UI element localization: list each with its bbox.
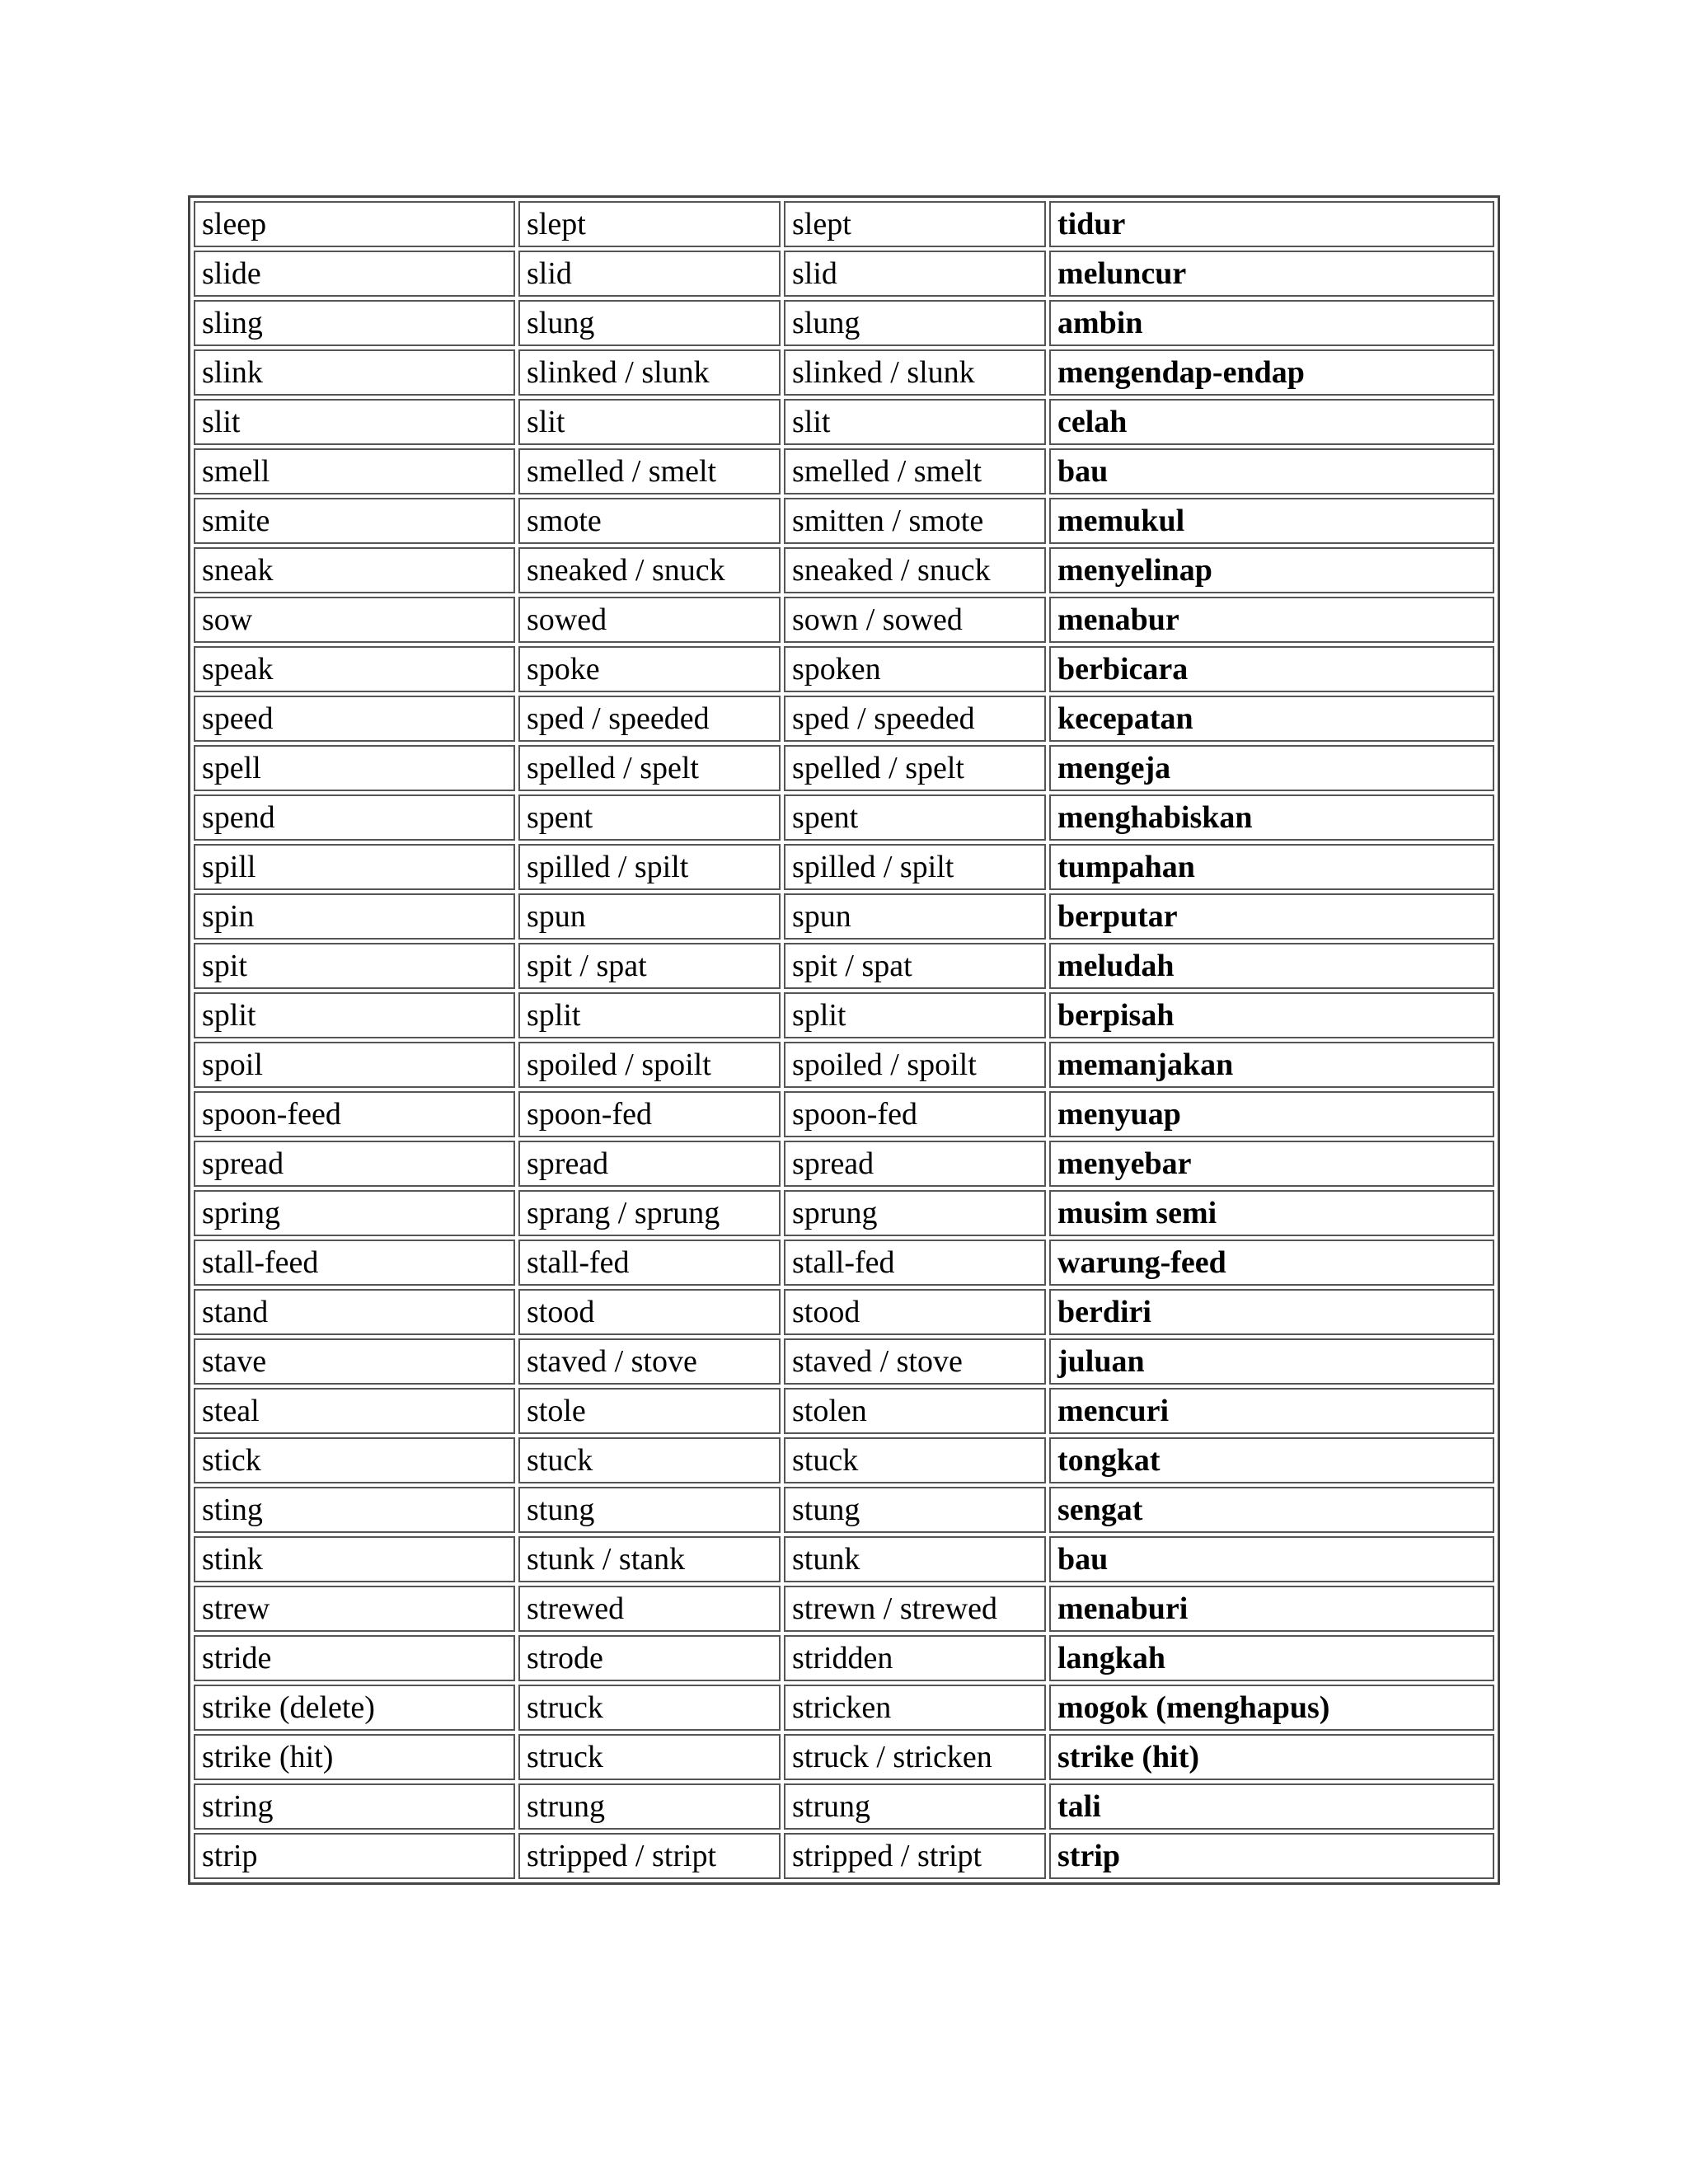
table-row: [194, 1141, 1494, 1187]
past-participle-cell: spilled / spilt: [784, 844, 1046, 890]
past-tense-cell: staved / stove: [518, 1338, 781, 1385]
irregular-verb-table: [188, 195, 1500, 1885]
past-tense-cell: stood: [518, 1289, 781, 1335]
base-form-cell: sling: [194, 300, 515, 346]
past-participle-cell: sprung: [784, 1190, 1046, 1236]
past-tense-cell: sprang / sprung: [518, 1190, 781, 1236]
table-row: [194, 597, 1494, 643]
table-row: [194, 1734, 1494, 1780]
past-tense-cell: stuck: [518, 1437, 781, 1483]
translation-cell: tongkat: [1049, 1437, 1494, 1483]
past-participle-cell: stricken: [784, 1685, 1046, 1731]
past-tense-cell: strung: [518, 1783, 781, 1830]
table-row: [194, 1586, 1494, 1632]
translation-cell: menyelinap: [1049, 547, 1494, 593]
translation-cell: juluan: [1049, 1338, 1494, 1385]
base-form-cell: spit: [194, 943, 515, 989]
past-participle-cell: struck / stricken: [784, 1734, 1046, 1780]
past-participle-cell: spelled / spelt: [784, 745, 1046, 791]
base-form-cell: split: [194, 992, 515, 1038]
past-participle-cell: spit / spat: [784, 943, 1046, 989]
past-tense-cell: strewed: [518, 1586, 781, 1632]
translation-cell: meludah: [1049, 943, 1494, 989]
past-tense-cell: smelled / smelt: [518, 448, 781, 494]
past-participle-cell: strewn / strewed: [784, 1586, 1046, 1632]
past-tense-cell: stripped / stript: [518, 1833, 781, 1879]
translation-cell: berputar: [1049, 893, 1494, 940]
past-tense-cell: stunk / stank: [518, 1536, 781, 1582]
past-tense-cell: sowed: [518, 597, 781, 643]
base-form-cell: slit: [194, 399, 515, 445]
past-participle-cell: stripped / stript: [784, 1833, 1046, 1879]
table-row: [194, 992, 1494, 1038]
past-tense-cell: spit / spat: [518, 943, 781, 989]
past-tense-cell: spoon-fed: [518, 1091, 781, 1137]
table-row: [194, 1091, 1494, 1137]
translation-cell: mengendap-endap: [1049, 349, 1494, 396]
translation-cell: strip: [1049, 1833, 1494, 1879]
translation-cell: kecepatan: [1049, 696, 1494, 742]
table-row: [194, 943, 1494, 989]
past-tense-cell: split: [518, 992, 781, 1038]
table-row: [194, 1190, 1494, 1236]
past-tense-cell: sneaked / snuck: [518, 547, 781, 593]
base-form-cell: stink: [194, 1536, 515, 1582]
base-form-cell: slink: [194, 349, 515, 396]
past-tense-cell: strode: [518, 1635, 781, 1681]
table-row: [194, 1833, 1494, 1879]
translation-cell: tumpahan: [1049, 844, 1494, 890]
translation-cell: menghabiskan: [1049, 794, 1494, 841]
translation-cell: menyuap: [1049, 1091, 1494, 1137]
past-tense-cell: sped / speeded: [518, 696, 781, 742]
base-form-cell: strike (delete): [194, 1685, 515, 1731]
translation-cell: celah: [1049, 399, 1494, 445]
base-form-cell: sow: [194, 597, 515, 643]
table-row: [194, 1685, 1494, 1731]
base-form-cell: sneak: [194, 547, 515, 593]
past-participle-cell: slinked / slunk: [784, 349, 1046, 396]
past-tense-cell: spent: [518, 794, 781, 841]
base-form-cell: speak: [194, 646, 515, 692]
past-tense-cell: stole: [518, 1388, 781, 1434]
translation-cell: berbicara: [1049, 646, 1494, 692]
past-tense-cell: spread: [518, 1141, 781, 1187]
past-participle-cell: stunk: [784, 1536, 1046, 1582]
table-row: [194, 1437, 1494, 1483]
past-participle-cell: slept: [784, 201, 1046, 247]
base-form-cell: spring: [194, 1190, 515, 1236]
past-participle-cell: spent: [784, 794, 1046, 841]
base-form-cell: smite: [194, 498, 515, 544]
translation-cell: langkah: [1049, 1635, 1494, 1681]
translation-cell: mogok (menghapus): [1049, 1685, 1494, 1731]
base-form-cell: stand: [194, 1289, 515, 1335]
past-tense-cell: spoke: [518, 646, 781, 692]
translation-cell: strike (hit): [1049, 1734, 1494, 1780]
past-participle-cell: smelled / smelt: [784, 448, 1046, 494]
past-participle-cell: slid: [784, 251, 1046, 297]
base-form-cell: steal: [194, 1388, 515, 1434]
translation-cell: mencuri: [1049, 1388, 1494, 1434]
translation-cell: warung-feed: [1049, 1240, 1494, 1286]
table-row: [194, 1536, 1494, 1582]
translation-cell: berpisah: [1049, 992, 1494, 1038]
table-row: [194, 794, 1494, 841]
table-row: [194, 547, 1494, 593]
translation-cell: memanjakan: [1049, 1042, 1494, 1088]
base-form-cell: stave: [194, 1338, 515, 1385]
table-row: [194, 448, 1494, 494]
past-participle-cell: slung: [784, 300, 1046, 346]
base-form-cell: spoil: [194, 1042, 515, 1088]
past-participle-cell: stuck: [784, 1437, 1046, 1483]
table-row: [194, 1635, 1494, 1681]
translation-cell: ambin: [1049, 300, 1494, 346]
past-tense-cell: slit: [518, 399, 781, 445]
table-row: [194, 498, 1494, 544]
table-row: [194, 696, 1494, 742]
table-row: [194, 251, 1494, 297]
past-tense-cell: spun: [518, 893, 781, 940]
past-participle-cell: sped / speeded: [784, 696, 1046, 742]
base-form-cell: strike (hit): [194, 1734, 515, 1780]
translation-cell: berdiri: [1049, 1289, 1494, 1335]
past-tense-cell: slid: [518, 251, 781, 297]
past-participle-cell: strung: [784, 1783, 1046, 1830]
past-tense-cell: spilled / spilt: [518, 844, 781, 890]
base-form-cell: string: [194, 1783, 515, 1830]
base-form-cell: stall-feed: [194, 1240, 515, 1286]
translation-cell: musim semi: [1049, 1190, 1494, 1236]
table-row: [194, 893, 1494, 940]
base-form-cell: strip: [194, 1833, 515, 1879]
past-tense-cell: slung: [518, 300, 781, 346]
table-row: [194, 646, 1494, 692]
past-participle-cell: stall-fed: [784, 1240, 1046, 1286]
past-participle-cell: stung: [784, 1487, 1046, 1533]
translation-cell: menabur: [1049, 597, 1494, 643]
base-form-cell: slide: [194, 251, 515, 297]
past-tense-cell: slinked / slunk: [518, 349, 781, 396]
base-form-cell: spell: [194, 745, 515, 791]
table-row: [194, 300, 1494, 346]
base-form-cell: spill: [194, 844, 515, 890]
table-row: [194, 1388, 1494, 1434]
table-row: [194, 745, 1494, 791]
translation-cell: memukul: [1049, 498, 1494, 544]
translation-cell: bau: [1049, 448, 1494, 494]
table-row: [194, 1783, 1494, 1830]
base-form-cell: speed: [194, 696, 515, 742]
translation-cell: bau: [1049, 1536, 1494, 1582]
table-row: [194, 399, 1494, 445]
past-participle-cell: spoon-fed: [784, 1091, 1046, 1137]
base-form-cell: spin: [194, 893, 515, 940]
past-tense-cell: struck: [518, 1685, 781, 1731]
table-row: [194, 844, 1494, 890]
past-tense-cell: struck: [518, 1734, 781, 1780]
past-participle-cell: split: [784, 992, 1046, 1038]
past-participle-cell: sneaked / snuck: [784, 547, 1046, 593]
past-participle-cell: stolen: [784, 1388, 1046, 1434]
table-row: [194, 1487, 1494, 1533]
past-participle-cell: sown / sowed: [784, 597, 1046, 643]
verb-table-body: [194, 201, 1494, 1879]
past-participle-cell: spun: [784, 893, 1046, 940]
past-participle-cell: spoiled / spoilt: [784, 1042, 1046, 1088]
translation-cell: menyebar: [1049, 1141, 1494, 1187]
base-form-cell: stride: [194, 1635, 515, 1681]
translation-cell: tali: [1049, 1783, 1494, 1830]
base-form-cell: stick: [194, 1437, 515, 1483]
table-row: [194, 1240, 1494, 1286]
table-row: [194, 1289, 1494, 1335]
base-form-cell: strew: [194, 1586, 515, 1632]
past-tense-cell: spelled / spelt: [518, 745, 781, 791]
past-tense-cell: slept: [518, 201, 781, 247]
past-tense-cell: stall-fed: [518, 1240, 781, 1286]
translation-cell: menaburi: [1049, 1586, 1494, 1632]
base-form-cell: sting: [194, 1487, 515, 1533]
past-tense-cell: spoiled / spoilt: [518, 1042, 781, 1088]
base-form-cell: sleep: [194, 201, 515, 247]
past-participle-cell: smitten / smote: [784, 498, 1046, 544]
past-participle-cell: staved / stove: [784, 1338, 1046, 1385]
base-form-cell: spend: [194, 794, 515, 841]
table-row: [194, 1042, 1494, 1088]
translation-cell: sengat: [1049, 1487, 1494, 1533]
past-participle-cell: spread: [784, 1141, 1046, 1187]
past-participle-cell: stood: [784, 1289, 1046, 1335]
table-row: [194, 349, 1494, 396]
base-form-cell: spoon-feed: [194, 1091, 515, 1137]
past-tense-cell: smote: [518, 498, 781, 544]
table-row: [194, 201, 1494, 247]
translation-cell: mengeja: [1049, 745, 1494, 791]
base-form-cell: smell: [194, 448, 515, 494]
translation-cell: tidur: [1049, 201, 1494, 247]
table-row: [194, 1338, 1494, 1385]
translation-cell: meluncur: [1049, 251, 1494, 297]
past-participle-cell: stridden: [784, 1635, 1046, 1681]
past-participle-cell: slit: [784, 399, 1046, 445]
past-tense-cell: stung: [518, 1487, 781, 1533]
past-participle-cell: spoken: [784, 646, 1046, 692]
base-form-cell: spread: [194, 1141, 515, 1187]
